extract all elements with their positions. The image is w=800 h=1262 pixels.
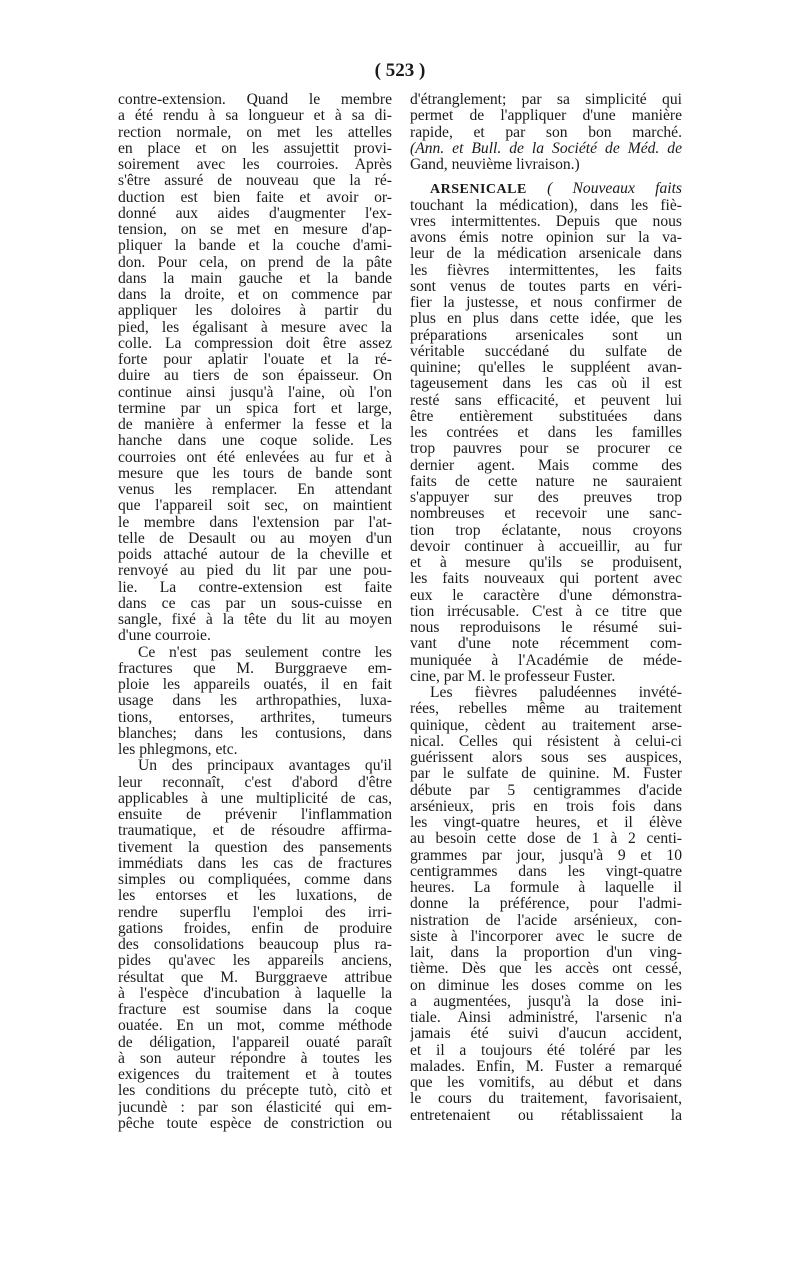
text-line: les conditions du précepte tutò, citò et bbox=[118, 1083, 392, 1100]
text-line: nistration de l'acide arsénieux, con- bbox=[410, 912, 682, 929]
text-line: lait, dans la proportion d'un ving- bbox=[410, 945, 682, 961]
text-line: des consolidations beaucoup plus ra- bbox=[118, 937, 392, 953]
text-line: s'appuyer sur des preuves trop bbox=[410, 490, 682, 506]
text-line: colle. La compression doit être assez bbox=[118, 335, 392, 352]
text-line: donne la préférence, pour l'admi- bbox=[410, 896, 682, 913]
text-line: ploie les appareils ouatés, il en fait bbox=[118, 677, 392, 693]
text-line: continue ainsi jusqu'à l'aine, où l'on bbox=[118, 384, 392, 401]
text-line: par le sulfate de quinine. M. Fuster bbox=[410, 766, 682, 783]
text-line: sangle, fixé à la tête du lit au moyen bbox=[118, 612, 392, 628]
text-line: telle de Desault ou au moyen d'un bbox=[118, 530, 392, 547]
text-line: soirement avec les courroies. Après bbox=[118, 157, 392, 173]
text-line: muniquée à l'Académie de méde- bbox=[410, 652, 682, 669]
text-line: fracture est soumise dans la coque bbox=[118, 1002, 392, 1018]
text-line: d'une courroie. bbox=[118, 628, 211, 645]
text-line: Un des principaux avantages qu'il bbox=[138, 758, 392, 775]
text-line: plus en plus dans cette idée, que les bbox=[410, 311, 682, 328]
text-line bbox=[410, 173, 682, 181]
text-line: fractures que M. Burggraeve em- bbox=[118, 660, 392, 677]
text-line: pêche toute espèce de constriction ou bbox=[118, 1115, 392, 1132]
text-line: ensuite de prévenir l'inflammation bbox=[118, 807, 392, 823]
text-line: tension, on se met en mesure d'ap- bbox=[118, 222, 392, 238]
text-line: pliquer la bande et la couche d'ami- bbox=[118, 238, 392, 255]
text-line: tiale. Ainsi administré, l'arsenic n'a bbox=[410, 1010, 682, 1026]
text-line: s'être assuré de nouveau que la ré- bbox=[118, 173, 392, 190]
text-line: débute par 5 centigrammes d'acide bbox=[410, 782, 682, 799]
text-line: quinine; qu'elles le suppléent avan- bbox=[410, 360, 682, 376]
text-line: ARSENICALE ( Nouveaux faits bbox=[430, 181, 682, 198]
text-line: que les vomitifs, au début et dans bbox=[410, 1075, 682, 1091]
text-line: nous reproduisons le résumé sui- bbox=[410, 620, 682, 636]
text-line: cine, par M. le professeur Fuster. bbox=[410, 668, 616, 685]
text-line: duire au tiers de son épaisseur. On bbox=[118, 368, 392, 385]
text-line: ouatée. En un mot, comme méthode bbox=[118, 1018, 392, 1035]
text-line: usage dans les arthropathies, luxa- bbox=[118, 693, 392, 710]
text-line: rées, rebelles même au traitement bbox=[410, 701, 682, 718]
text-line: gations froides, enfin de produire bbox=[118, 920, 392, 937]
section-heading: ARSENICALE bbox=[430, 182, 527, 198]
text-line: duction est bien faite et avoir or- bbox=[118, 189, 392, 206]
text-line: résultat que M. Burggraeve attribue bbox=[118, 969, 392, 986]
text-line: fier la justesse, et nous confirmer de bbox=[410, 295, 682, 311]
text-line: et il a toujours été toléré par les bbox=[410, 1042, 682, 1059]
text-line: contre-extension. Quand le membre bbox=[118, 92, 392, 108]
text-line: les vingt-quatre heures, et il élève bbox=[410, 815, 682, 831]
text-line: les phlegmons, etc. bbox=[118, 742, 238, 758]
text-line: tageusement dans les cas où il est bbox=[410, 376, 682, 393]
text-line: renvoyé au pied du lit par une pou- bbox=[118, 563, 392, 580]
text-line: de déligation, l'appareil ouaté paraît bbox=[118, 1034, 392, 1051]
text-line: a augmentées, jusqu'à la dose ini- bbox=[410, 993, 682, 1010]
text-line: a été rendu à sa longueur et à sa di- bbox=[118, 108, 392, 125]
text-line: malades. Enfin, M. Fuster a remarqué bbox=[410, 1058, 682, 1075]
text-line: lie. La contre-extension est faite bbox=[118, 579, 392, 596]
text-line: vant d'une note récemment com- bbox=[410, 636, 682, 653]
text-line: et à mesure qu'ils se produisent, bbox=[410, 555, 682, 571]
text-line: applicables à une multiplicité de cas, bbox=[118, 790, 392, 807]
text-line: en place et on les assujettit provi- bbox=[118, 140, 392, 157]
text-line: pied, les égalisant à mesure avec la bbox=[118, 319, 392, 336]
text-line: le membre dans l'extension par l'at- bbox=[118, 514, 392, 531]
text-line: leur reconnaît, c'est d'abord d'être bbox=[118, 774, 392, 791]
text-line: être entièrement substituées dans bbox=[410, 408, 682, 425]
text-line: les faits nouveaux qui portent avec bbox=[410, 571, 682, 588]
text-line: tion irrécusable. C'est à ce titre que bbox=[410, 603, 682, 620]
text-line: blanches; dans les contusions, dans bbox=[118, 725, 392, 742]
text-line: venus les remplacer. En attendant bbox=[118, 482, 392, 498]
text-line: arsénieux, pris en trois fois dans bbox=[410, 798, 682, 815]
text-line: leur de la médication arsenicale dans bbox=[410, 246, 682, 263]
text-line: Les fièvres paludéennes invété- bbox=[430, 685, 682, 701]
text-line: rendre superflu l'emploi des irri- bbox=[118, 904, 392, 921]
text-line: rection normale, on met les attelles bbox=[118, 124, 392, 141]
text-line: poids attaché autour de la cheville et bbox=[118, 547, 392, 563]
text-line: siste à l'incorporer avec le sucre de bbox=[410, 928, 682, 945]
text-line: exigences du traitement et à toutes bbox=[118, 1067, 392, 1083]
text-line: les fièvres intermittentes, les faits bbox=[410, 262, 682, 279]
text-line: faits de cette nature ne sauraient bbox=[410, 473, 682, 490]
text-line: donné aux aides d'augmenter l'ex- bbox=[118, 205, 392, 222]
text-line: les contrées et dans les familles bbox=[410, 425, 682, 441]
text-line: hanche dans une coque solide. Les bbox=[118, 433, 392, 450]
text-line: traumatique, et de résoudre affirma- bbox=[118, 823, 392, 840]
text-line: immédiats dans les cas de fractures bbox=[118, 855, 392, 872]
text-line: à l'espèce d'incubation à laquelle la bbox=[118, 985, 392, 1002]
text-line: dans ce cas par un sous-cuisse en bbox=[118, 595, 392, 612]
text-line: termine par un spica fort et large, bbox=[118, 400, 392, 417]
text-line: nical. Celles qui résistent à celui-ci bbox=[410, 733, 682, 750]
text-line: centigrammes dans les vingt-quatre bbox=[410, 863, 682, 880]
text-line: jucundè : par son élasticité qui em- bbox=[118, 1099, 392, 1116]
text-line: simples ou compliquées, comme dans bbox=[118, 872, 392, 888]
text-line: forte pour aplatir l'ouate et la ré- bbox=[118, 352, 392, 368]
text-line: guérissent alors sous ses auspices, bbox=[410, 750, 682, 766]
text-line: don. Pour cela, on prend de la pâte bbox=[118, 254, 392, 271]
text-line: Ce n'est pas seulement contre les bbox=[138, 644, 392, 661]
text-line: les entorses et les luxations, de bbox=[118, 888, 392, 905]
text-line: on diminue les doses comme on les bbox=[410, 977, 682, 994]
text-line: appliquer les doloires à partir du bbox=[118, 303, 392, 320]
text-line: heures. La formule à laquelle il bbox=[410, 880, 682, 896]
text-line: touchant la médication), dans les fiè- bbox=[410, 197, 682, 214]
page-number: ( 523 ) bbox=[374, 60, 426, 81]
right-text-column bbox=[410, 92, 682, 1132]
text-line: courroies ont été enlevées au fur et à bbox=[118, 449, 392, 466]
text-line: vres intermittentes. Depuis que nous bbox=[410, 213, 682, 230]
text-line: tivement la question des pansements bbox=[118, 839, 392, 856]
text-line: que l'appareil soit sec, on maintient bbox=[118, 498, 392, 515]
text-line: tions, entorses, arthrites, tumeurs bbox=[118, 709, 392, 726]
text-line: dans la droite, et on commence par bbox=[118, 287, 392, 303]
text-line: trop pauvres pour se procurer ce bbox=[410, 441, 682, 458]
text-line: le cours du traitement, favorisaient, bbox=[410, 1091, 682, 1108]
text-line: eux le caractère d'une démonstra- bbox=[410, 587, 682, 604]
text-line: préparations arsenicales sont un bbox=[410, 327, 682, 344]
text-line: mesure que les tours de bande sont bbox=[118, 465, 392, 482]
text-line: nombreuses et recevoir une sanc- bbox=[410, 506, 682, 523]
text-line: jamais été suivi d'aucun accident, bbox=[410, 1026, 682, 1043]
text-line: Gand, neuvième livraison.) bbox=[410, 157, 580, 173]
left-text-column bbox=[118, 92, 392, 1132]
text-line: permet de l'appliquer d'une manière bbox=[410, 108, 682, 125]
text-line: resté sans efficacité, et peuvent lui bbox=[410, 392, 682, 409]
text-line: quinique, cèdent au traitement arse- bbox=[410, 717, 682, 734]
text-line: pides qu'avec les appareils anciens, bbox=[118, 953, 392, 970]
text-line: entretenaient ou rétablissaient la bbox=[410, 1107, 682, 1124]
text-line: grammes par jour, jusqu'à 9 et 10 bbox=[410, 847, 682, 864]
text-line: devoir continuer à accueillir, au fur bbox=[410, 538, 682, 555]
text-line: de manière à enfermer la fesse et la bbox=[118, 417, 392, 433]
text-line: tion trop éclatante, nous croyons bbox=[410, 522, 682, 539]
text-line: dernier agent. Mais comme des bbox=[410, 457, 682, 474]
text-line: au besoin cette dose de 1 à 2 centi- bbox=[410, 831, 682, 848]
text-line: à son auteur répondre à toutes les bbox=[118, 1050, 392, 1067]
text-line: dans la main gauche et la bande bbox=[118, 270, 392, 287]
text-line: tième. Dès que les accès ont cessé, bbox=[410, 961, 682, 978]
text-line: sont venus de toutes parts en véri- bbox=[410, 278, 682, 295]
text-line: d'étranglement; par sa simplicité qui bbox=[410, 92, 682, 108]
text-line: véritable succédané du sulfate de bbox=[410, 343, 682, 360]
text-line: avons émis notre opinion sur la va- bbox=[410, 230, 682, 246]
text-line: rapide, et par son bon marché. bbox=[410, 124, 682, 141]
text-line: (Ann. et Bull. de la Société de Méd. de bbox=[410, 140, 682, 157]
